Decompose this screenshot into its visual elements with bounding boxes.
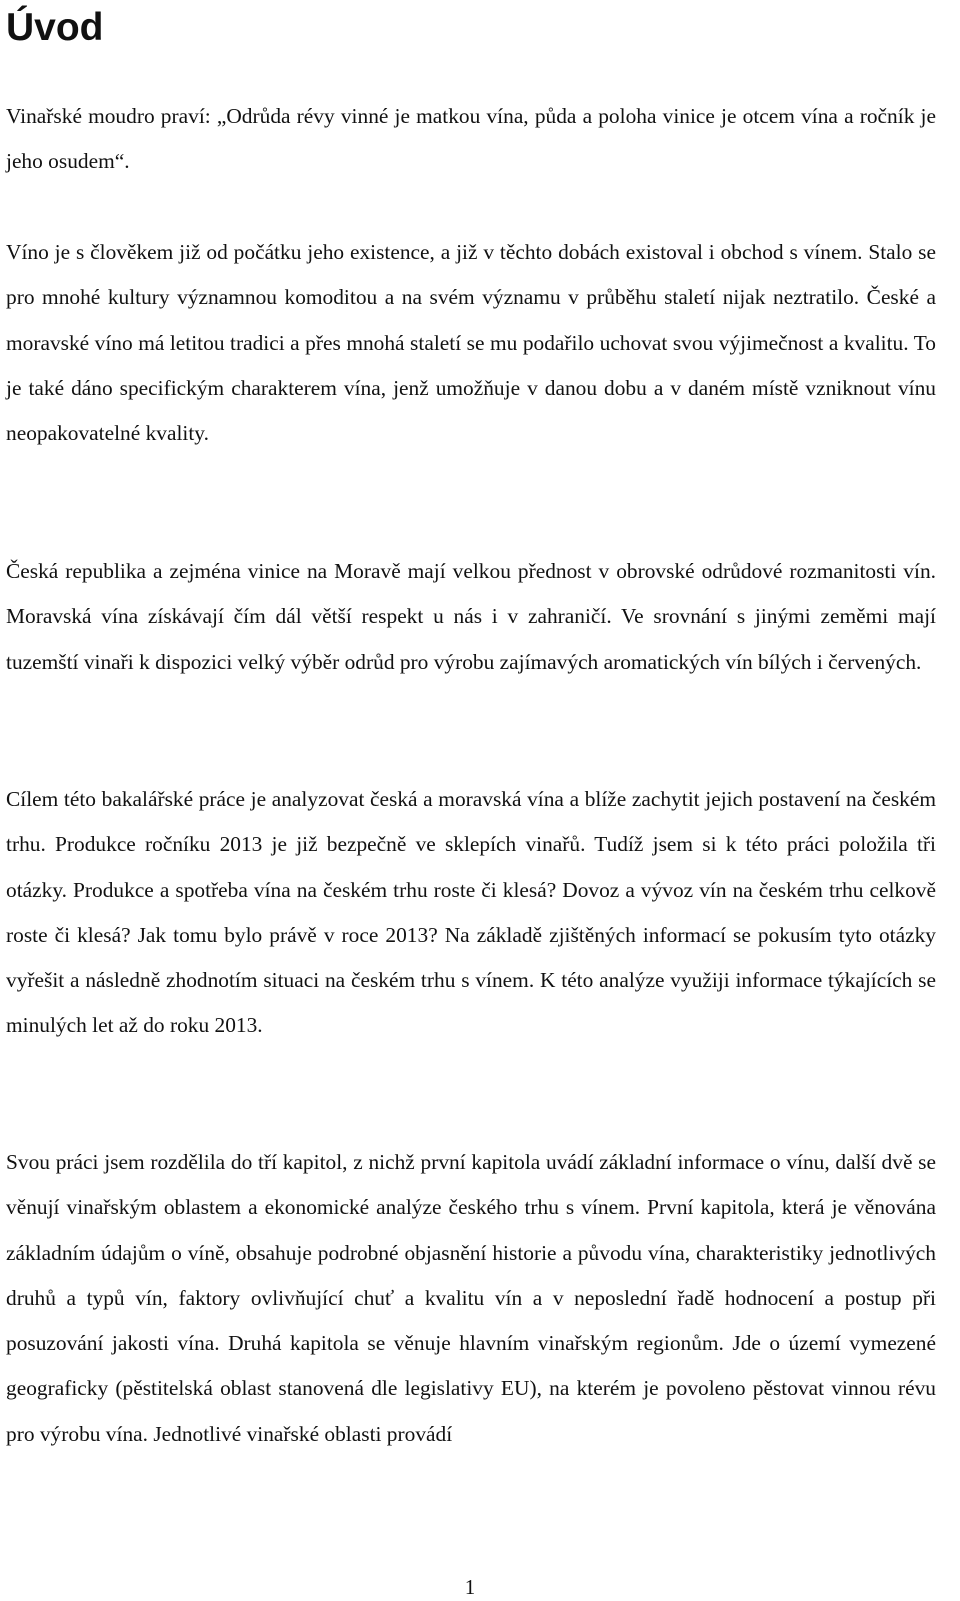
paragraph-thesis-structure: Svou práci jsem rozdělila do tří kapitol, z nichž první kapitola uvádí základní informace o vínu, další dvě se věnují vinařským oblastem a ekonomické analýze českého trhu s vínem. První kapitola, která je věnována základním údajům o víně, obsahuje podrobné objasnění historie a původu vína, charakteristiky jednotlivých druhů a typů vín, faktory ovlivňující chuť a kvalitu vín a v neposlední řadě hodnocení a postup při posuzování jakosti vína. Druhá kapitola se věnuje hlavním vinařským regionům. Jde o území vymezené geograficky (pěstitelská oblast stanovená dle legislativy EU), na kterém je povoleno pěstovat vinnou révu pro výrobu vína. Jednotlivé vinařské oblasti provádí bbox=[6, 1150, 936, 1446]
paragraph-intro-quote: Vinařské moudro praví: „Odrůda révy vinné je matkou vína, půda a poloha vinice je otcem vína a ročník je jeho osudem“. bbox=[6, 104, 936, 174]
page-number: 1 bbox=[464, 1575, 476, 1599]
paragraph-thesis-goal: Cílem této bakalářské práce je analyzovat česká a moravská vína a blíže zachytit jejich postavení na českém trhu. Produkce ročníku 2013 je již bezpečně ve sklepích vinařů. Tudíž jsem si k této práci položila tři otázky. Produkce a spotřeba vína na českém trhu roste či klesá? Dovoz a vývoz vín na českém trhu celkově roste či klesá? Jak tomu bylo právě v roce 2013? Na základě zjištěných informací se pokusím tyto otázky vyřešit a následně zhodnotím situaci na českém trhu s vínem. K této analýze využiji informace týkajících se minulých let až do roku 2013. bbox=[6, 787, 936, 1038]
section-title: Úvod bbox=[6, 6, 104, 49]
paragraph-wine-history: Víno je s člověkem již od počátku jeho existence, a již v těchto dobách existoval i obchod s vínem. Stalo se pro mnohé kultury významnou komoditou a na svém významu v průběhu staletí nijak neztratilo. České a moravské víno má letitou tradici a přes mnohá staletí se mu podařilo uchovat svou výjimečnost a kvalitu. To je také dáno specifickým charakterem vína, jenž umožňuje v danou dobu a v daném místě vzniknout vínu neopakovatelné kvality. bbox=[6, 240, 936, 446]
paragraph-czech-varieties: Česká republika a zejména vinice na Moravě mají velkou přednost v obrovské odrůdové rozmanitosti vín. Moravská vína získávají čím dál větší respekt u nás i v zahraničí. Ve srovnání s jinými zeměmi mají tuzemští vinaři k dispozici velký výběr odrůd pro výrobu zajímavých aromatických vín bílých i červených. bbox=[6, 559, 936, 674]
